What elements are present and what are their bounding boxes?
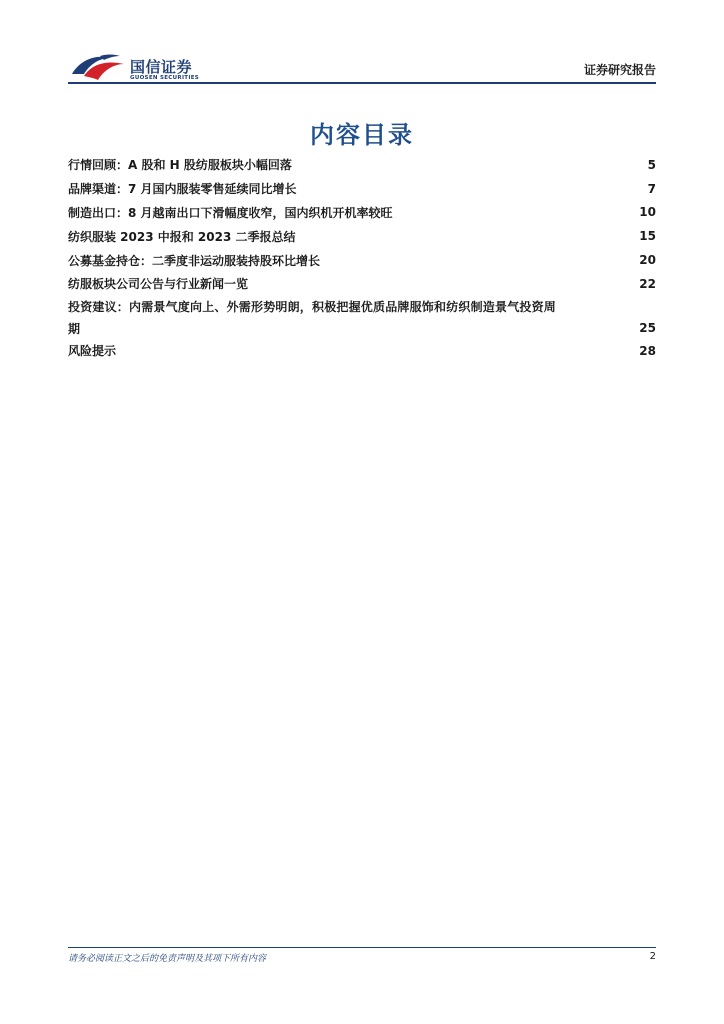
toc-item-page: 20 [639, 253, 656, 268]
document-type: 证券研究报告 [583, 63, 656, 77]
toc-leader-dots [122, 345, 633, 357]
toc-item[interactable] [68, 224, 656, 248]
toc-item-page: 22 [639, 276, 656, 291]
toc-item-label-line2: 期 [68, 321, 81, 336]
logo-english-text: GUOSEN SECURITIES [130, 75, 200, 81]
toc-item-page: 25 [639, 321, 656, 336]
footer-disclaimer: 请务必阅读正文之后的免责声明及其项下所有内容 [68, 954, 267, 964]
toc-leader-dots [298, 159, 638, 171]
guosen-logo [70, 50, 220, 84]
toc-item-label: 公募基金持仓：二季度非运动服装持股环比增长 [68, 253, 321, 268]
toc-item[interactable] [68, 177, 656, 201]
toc-leader-dots [302, 230, 634, 242]
page-header [68, 48, 656, 86]
toc-item-label: 纺服板块公司公告与行业新闻一览 [68, 277, 249, 292]
toc-leader-dots [399, 206, 634, 218]
toc-item[interactable] [68, 153, 656, 177]
toc-leader-dots [326, 254, 633, 266]
toc-item-multiline-cont[interactable] [68, 318, 656, 339]
toc-item-page: 7 [647, 181, 656, 196]
toc-item[interactable] [68, 201, 656, 225]
toc-item-page: 28 [639, 343, 656, 358]
header-divider [68, 82, 656, 84]
footer-divider [68, 947, 656, 948]
toc-item-label-line1: 投资建议：内需景气度向上、外需形势明朗，积极把握优质品牌服饰和纺织制造景气投资周 [68, 300, 557, 315]
toc-item-page: 10 [639, 205, 656, 220]
toc-item[interactable] [68, 272, 656, 296]
toc-leader-dots [254, 278, 633, 290]
table-of-contents [68, 153, 656, 363]
toc-item-multiline[interactable] [68, 296, 656, 318]
toc-leader-dots [303, 183, 638, 195]
toc-item-label: 纺织服装 2023 中报和 2023 二季报总结 [68, 229, 296, 244]
toc-item-page: 15 [639, 229, 656, 244]
toc-item[interactable] [68, 248, 656, 272]
toc-item-label: 制造出口：8 月越南出口下滑幅度收窄，国内织机开机率较旺 [68, 205, 393, 220]
toc-item-page: 5 [647, 157, 656, 172]
toc-title: 内容目录 [310, 121, 414, 149]
toc-item-label: 行情回顾：A 股和 H 股纺服板块小幅回落 [68, 158, 292, 173]
guosen-logo-icon [70, 52, 126, 82]
toc-item[interactable] [68, 339, 656, 363]
toc-leader-dots [86, 322, 633, 334]
page-number: 2 [649, 951, 656, 962]
toc-item-label: 品牌渠道：7 月国内服装零售延续同比增长 [68, 182, 297, 197]
toc-item-label: 风险提示 [68, 344, 117, 359]
logo-chinese-text: 国信证券 [130, 58, 193, 76]
